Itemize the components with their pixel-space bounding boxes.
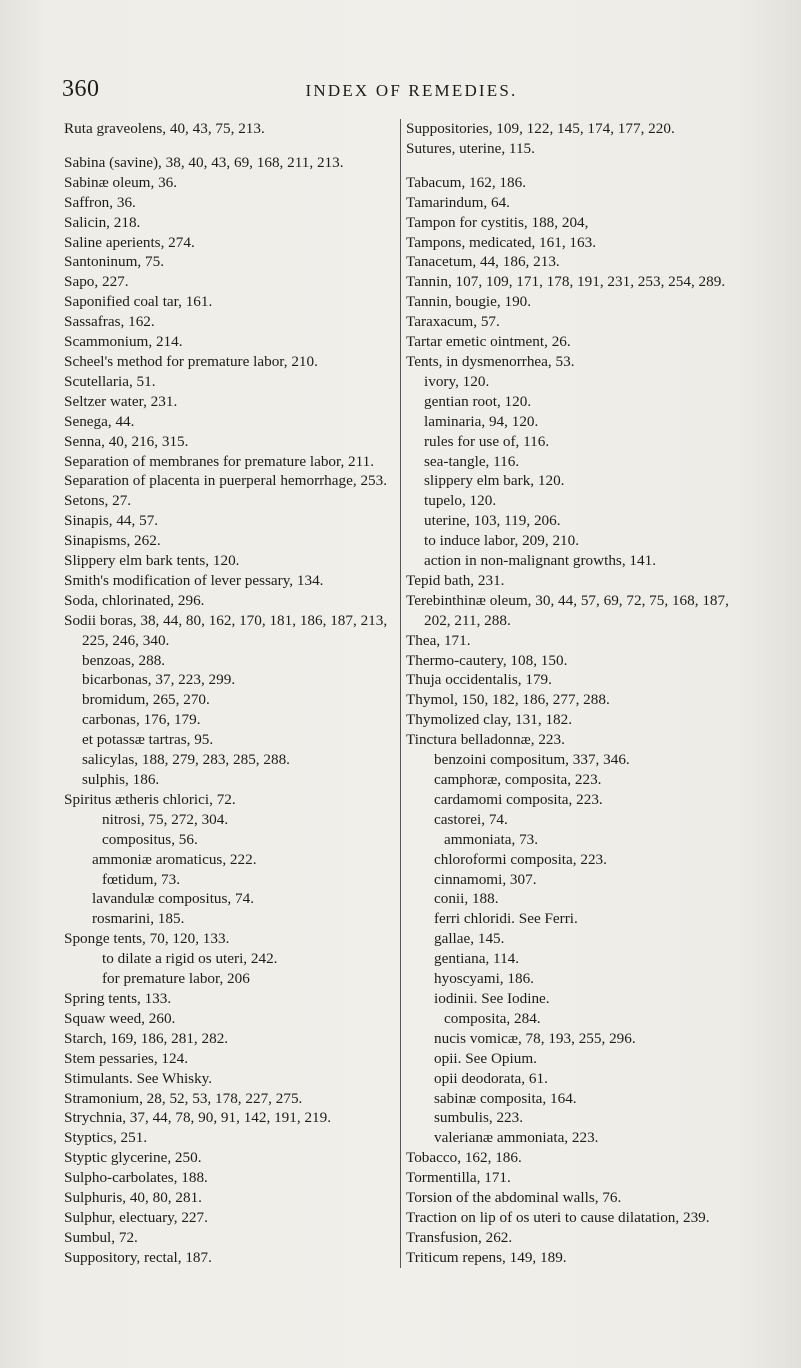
index-subentry: rosmarini, 185. — [92, 910, 185, 928]
index-subentry: opii. See Opium. — [434, 1049, 537, 1067]
index-subentry: ivory, 120. — [424, 372, 490, 390]
index-subentry: opii deodorata, 61. — [434, 1069, 548, 1087]
index-subentry: cardamomi composita, 223. — [434, 790, 603, 808]
index-subentry: sea-tangle, 116. — [424, 452, 520, 470]
index-entry: Saline aperients, 274. — [64, 233, 195, 251]
index-subentry: carbonas, 176, 179. — [82, 711, 201, 729]
index-entry: Smith's modification of lever pessary, 134. — [64, 571, 324, 589]
index-entry: Torsion of the abdominal walls, 76. — [406, 1189, 622, 1207]
index-subentry: fœtidum, 73. — [102, 870, 181, 888]
index-entry: Seltzer water, 231. — [64, 392, 178, 410]
index-entry: Sinapisms, 262. — [64, 532, 161, 550]
index-entry: Setons, 27. — [64, 492, 132, 510]
index-entry: Spring tents, 133. — [64, 989, 172, 1007]
page-number: 360 — [62, 76, 100, 102]
index-entry: Sponge tents, 70, 120, 133. — [64, 930, 230, 948]
index-entry: Scammonium, 214. — [64, 333, 183, 351]
index-entry: Senna, 40, 216, 315. — [64, 432, 189, 450]
index-entry: Thermo-cautery, 108, 150. — [406, 651, 568, 669]
index-entry: Sassafras, 162. — [64, 313, 155, 331]
index-subentry: uterine, 103, 119, 206. — [424, 512, 561, 530]
index-subentry: sabinæ composita, 164. — [434, 1089, 577, 1107]
index-entry: Sulphuris, 40, 80, 281. — [64, 1189, 202, 1207]
index-subentry: action in non-malignant growths, 141. — [424, 552, 656, 570]
index-entry: Sapo, 227. — [64, 273, 129, 291]
index-entry: Sabinæ oleum, 36. — [64, 173, 178, 191]
index-entry: Tampons, medicated, 161, 163. — [406, 233, 597, 251]
index-subentry: sulphis, 186. — [82, 771, 160, 788]
page-header — [62, 76, 761, 106]
index-subentry: benzoas, 288. — [82, 651, 166, 669]
index-entry: Stem pessaries, 124. — [64, 1049, 189, 1067]
index-entry: Transfusion, 262. — [406, 1228, 513, 1246]
index-subentry: composita, 284. — [444, 1009, 541, 1027]
index-entry: Suppository, rectal, 187. — [64, 1248, 212, 1266]
index-subentry: conii, 188. — [434, 890, 499, 908]
index-entry: Tanacetum, 44, 186, 213. — [406, 253, 560, 271]
index-subentry: lavandulæ compositus, 74. — [92, 890, 254, 908]
index-subentry: to dilate a rigid os uteri, 242. — [102, 950, 278, 968]
index-entry: Sutures, uterine, 115. — [406, 139, 535, 157]
index-subentry: benzoini compositum, 337, 346. — [434, 751, 630, 769]
index-subentry: ammoniæ aromaticus, 222. — [92, 850, 257, 868]
index-entry: Sumbul, 72. — [64, 1228, 138, 1246]
index-entry: Tepid bath, 231. — [406, 571, 505, 589]
index-subentry: bromidum, 265, 270. — [82, 691, 210, 709]
index-subentry: to induce labor, 209, 210. — [424, 532, 580, 550]
index-subentry: nucis vomicæ, 78, 193, 255, 296. — [434, 1029, 636, 1047]
index-subentry: salicylas, 188, 279, 283, 285, 288. — [82, 751, 290, 769]
index-column-right — [400, 119, 746, 1268]
index-entry: Sulphur, electuary, 227. — [64, 1208, 208, 1226]
index-entry: Styptics, 251. — [64, 1129, 148, 1147]
index-entry: Squaw weed, 260. — [64, 1009, 176, 1027]
index-subentry: bicarbonas, 37, 223, 299. — [82, 671, 236, 689]
index-entry: Sodii boras, 38, 44, 80, 162, 170, 181, 186, 187, 213, 225, 246, 340. — [64, 611, 388, 649]
index-subentry: ammoniata, 73. — [444, 830, 539, 848]
index-entry: Spiritus ætheris chlorici, 72. — [64, 790, 236, 808]
index-entry: Separation of membranes for premature labor, 211. — [64, 452, 375, 470]
index-entry: Thuja occidentalis, 179. — [406, 671, 552, 689]
index-subentry: iodinii. See Iodine. — [434, 989, 550, 1007]
index-entry: Strychnia, 37, 44, 78, 90, 91, 142, 191, 219. — [64, 1109, 332, 1127]
index-entry: Tartar emetic ointment, 26. — [406, 333, 571, 351]
index-entry: Stimulants. See Whisky. — [64, 1069, 213, 1087]
index-entry: Stramonium, 28, 52, 53, 178, 227, 275. — [64, 1089, 303, 1107]
index-entry: Ruta graveolens, 40, 43, 75, 213. — [64, 120, 265, 137]
index-entry: Scheel's method for premature labor, 210. — [64, 352, 318, 370]
index-subentry: for premature labor, 206 — [102, 970, 250, 988]
index-entry: Scutellaria, 51. — [64, 372, 156, 390]
index-entry: Senega, 44. — [64, 412, 135, 430]
index-subentry: chloroformi composita, 223. — [434, 850, 607, 868]
index-subentry: camphoræ, composita, 223. — [434, 771, 602, 788]
index-subentry: nitrosi, 75, 272, 304. — [102, 810, 229, 828]
index-entry: Taraxacum, 57. — [406, 313, 500, 331]
index-entry: Slippery elm bark tents, 120. — [64, 552, 240, 570]
index-entry: Tannin, bougie, 190. — [406, 293, 532, 311]
index-entry: Tinctura belladonnæ, 223. — [406, 731, 565, 749]
index-entry: Sinapis, 44, 57. — [64, 512, 159, 530]
index-entry: Thea, 171. — [406, 631, 471, 649]
index-entry: Styptic glycerine, 250. — [64, 1149, 202, 1167]
index-subentry: cinnamomi, 307. — [434, 870, 537, 888]
index-subentry: et potassæ tartras, 95. — [82, 731, 214, 749]
index-entry: Tents, in dysmenorrhea, 53. — [406, 352, 575, 370]
index-entry: Tannin, 107, 109, 171, 178, 191, 231, 253, 254, 289. — [406, 273, 726, 291]
index-subentry: castorei, 74. — [434, 810, 508, 828]
index-entry: Separation of placenta in puerperal hemorrhage, 253. — [64, 472, 388, 490]
index-entry: Salicin, 218. — [64, 213, 141, 231]
index-subentry: hyoscyami, 186. — [434, 970, 534, 988]
index-entry: Santoninum, 75. — [64, 253, 164, 271]
index-entry: Tampon for cystitis, 188, 204, — [406, 213, 589, 231]
index-entry: Tobacco, 162, 186. — [406, 1149, 522, 1167]
index-entry: Tormentilla, 171. — [406, 1169, 511, 1187]
index-entry: Starch, 169, 186, 281, 282. — [64, 1029, 229, 1047]
index-entry: Saponified coal tar, 161. — [64, 293, 213, 311]
index-entry: Suppositories, 109, 122, 145, 174, 177, 220. — [406, 120, 675, 137]
index-subentry: gallae, 145. — [434, 930, 505, 948]
index-subentry: gentian root, 120. — [424, 392, 532, 410]
index-entry: Sabina (savine), 38, 40, 43, 69, 168, 211, 213. — [64, 153, 344, 171]
index-entry: Triticum repens, 149, 189. — [406, 1248, 567, 1266]
running-head: INDEX OF REMEDIES. — [305, 81, 518, 100]
index-entry: Thymolized clay, 131, 182. — [406, 711, 573, 729]
index-subentry: laminaria, 94, 120. — [424, 412, 539, 430]
index-entry: Tabacum, 162, 186. — [406, 173, 526, 191]
index-column-left — [64, 119, 389, 1268]
index-entry: Terebinthinæ oleum, 30, 44, 57, 69, 72, 75, 168, 187, 202, 211, 288. — [406, 591, 729, 629]
index-subentry: rules for use of, 116. — [424, 432, 550, 450]
index-entry: Traction on lip of os uteri to cause dilatation, 239. — [406, 1208, 710, 1226]
index-subentry: slippery elm bark, 120. — [424, 472, 565, 490]
index-subentry: tupelo, 120. — [424, 492, 497, 510]
index-subentry: compositus, 56. — [102, 830, 198, 848]
index-subentry: sumbulis, 223. — [434, 1109, 524, 1127]
index-entry: Tamarindum, 64. — [406, 193, 510, 211]
index-subentry: valerianæ ammoniata, 223. — [434, 1129, 599, 1147]
index-subentry: ferri chloridi. See Ferri. — [434, 910, 578, 928]
index-entry: Saffron, 36. — [64, 193, 136, 211]
index-entry: Thymol, 150, 182, 186, 277, 288. — [406, 691, 610, 709]
index-entry: Sulpho-carbolates, 188. — [64, 1169, 208, 1187]
index-subentry: gentiana, 114. — [434, 950, 520, 968]
index-entry: Soda, chlorinated, 296. — [64, 591, 205, 609]
